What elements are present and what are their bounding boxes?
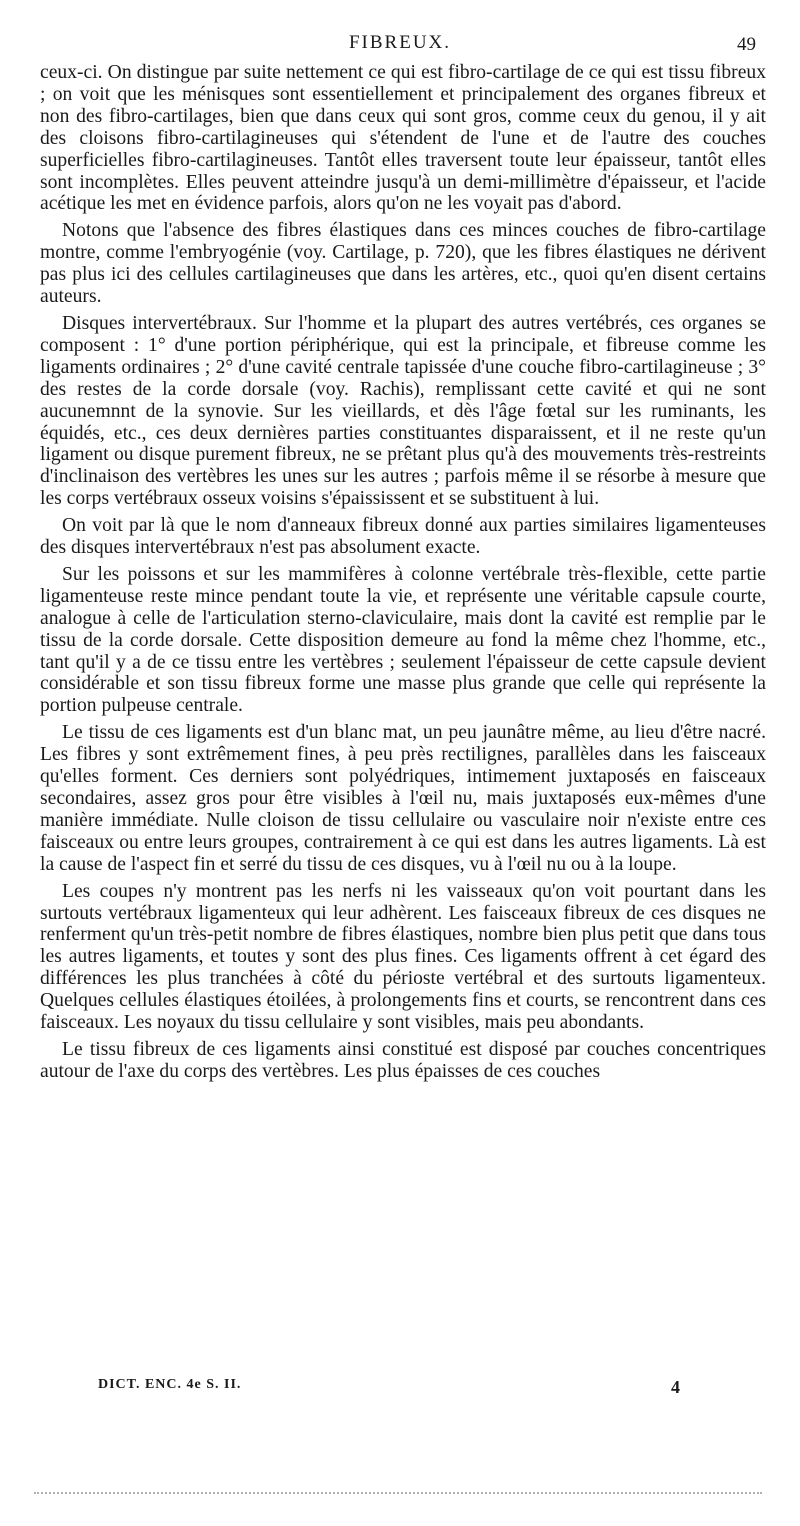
paragraph: Le tissu de ces ligaments est d'un blanc mat, un peu jaunâtre même, au lieu d'être nacré. Les fibres y sont extrêmement fines, à peu près rectilignes, parallèles dans les faisceaux qu'elles forment. Ces derniers sont polyédriques, intimement juxtaposés en faisceaux secondaires, assez gros pour être visibles à l'œil nu, mais juxtaposés eux-mêmes d'une manière immédiate. Nulle cloison de tissu cellulaire ou vasculaire noir n'existe entre ces faisceaux ou entre leurs groupes, contrairement à ce qui est dans les autres ligaments. Là est la cause de l'aspect fin et serré du tissu de ces disques, vu à l'œil nu ou à la loupe.	[40, 722, 766, 875]
paragraph: Le tissu fibreux de ces ligaments ainsi constitué est disposé par couches concentriques autour de l'axe du corps des vertèbres. Les plus épaisses de ces couches	[40, 1038, 766, 1082]
paragraph: Disques intervertébraux. Sur l'homme et la plupart des autres vertébrés, ces organes se composent : 1° d'une portion périphérique, qui est la principale, et fibreuse comme les ligaments ordinaires ; 2° d'une cavité centrale tapissée d'une couche fibro-cartilagineuse ; 3° des restes de la corde dorsale (voy. Rachis), remplissant cette cavité et qui ne sont aucunemnnt de la synovie. Sur les vieillards, et dès l'âge fœtal sur les ruminants, les équidés, etc., ces deux dernières parties constituantes disparaissent, et il ne reste qu'un ligament ou disque purement fibreux, ne se prêtant plus qu'à des mouvements très-restreints d'inclinaison des vertèbres les unes sur les autres ; parfois même il se résorbe à mesure que les corps vertébraux osseux voisins s'épaississent et se substituent à lui.	[40, 312, 766, 510]
paragraph: ceux-ci. On distingue par suite nettement ce qui est fibro-cartilage de ce qui est tissu fibreux ; on voit que les ménisques sont essentiellement et principalement des organes fibreux et non des fibro-cartilages, bien que dans ceux qui sont gros, comme ceux du genou, il y ait des cloisons fibro-cartilagineuses qui s'étendent de l'une et de l'autre des couches superficielles fibro-cartilagineuses. Tantôt elles traversent toute leur épaisseur, tantôt elles sont incomplètes. Elles peuvent atteindre jusqu'à un demi-millimètre d'épaisseur, et l'acide acétique les met en évidence parfois, alors qu'on ne les voyait pas d'abord.	[40, 62, 766, 215]
page-number: 49	[737, 34, 756, 55]
running-title: FIBREUX.	[348, 32, 452, 53]
signature-number: 4	[671, 1377, 680, 1397]
body-text	[40, 62, 766, 1088]
signature-mark: DICT. ENC. 4e S. II.	[98, 1377, 242, 1392]
bottom-dotted-rule	[34, 1492, 762, 1494]
page-footer	[40, 1377, 766, 1401]
paragraph: Sur les poissons et sur les mammifères à colonne vertébrale très-flexible, cette partie ligamenteuse reste mince pendant toute la vie, et représente une véritable capsule courte, analogue à celle de l'articulation sterno-claviculaire, mais dont la cavité est remplie par le tissu de la corde dorsale. Cette disposition demeure au fond la même chez l'homme, etc., tant qu'il y a de ce tissu entre les vertèbres ; seulement l'épaisseur de cette capsule devient considérable et son tissu fibreux forme une masse plus grande que celle qui représente la portion pulpeuse centrale.	[40, 563, 766, 717]
running-head	[0, 30, 800, 58]
paragraph: Notons que l'absence des fibres élastiques dans ces minces couches de fibro-cartilage montre, comme l'embryogénie (voy. Cartilage, p. 720), que les fibres élastiques ne dérivent pas plus ici des cellules cartilagineuses que dans les artères, etc., quoi qu'en disent certains auteurs.	[40, 220, 766, 308]
paragraph: On voit par là que le nom d'anneaux fibreux donné aux parties similaires ligamenteuses des disques intervertébraux n'est pas absolument exacte.	[40, 515, 766, 559]
paragraph: Les coupes n'y montrent pas les nerfs ni les vaisseaux qu'on voit pourtant dans les surtouts vertébraux ligamenteux qui leur adhèrent. Les faisceaux fibreux de ces disques ne renferment qu'un très-petit nombre de fibres élastiques, nombre bien plus petit que dans tous les autres ligaments, et toutes y sont des plus fines. Ces ligaments offrent à cet égard des différences les plus tranchées à côté du périoste vertébral et des surtouts ligamenteux. Quelques cellules élastiques étoilées, à prolongements fins et courts, se rencontrent dans ces faisceaux. Les noyaux du tissu cellulaire y sont visibles, mais peu abondants.	[40, 880, 766, 1034]
